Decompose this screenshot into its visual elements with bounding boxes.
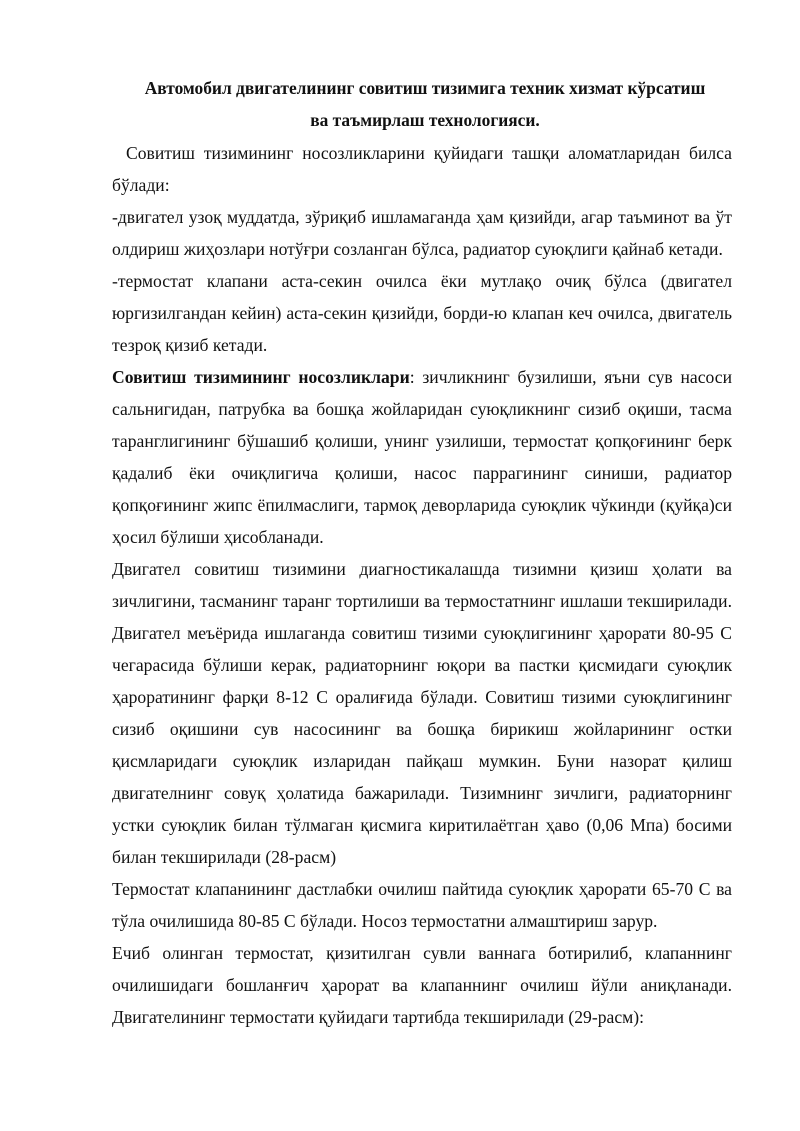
- title-line-2: ва таъмирлаш технологияси.: [310, 110, 540, 130]
- paragraph-1: Совитиш тизимининг носозликларини қуйидаги ташқи аломатларидан билса бўлади:: [112, 143, 732, 195]
- paragraph-6: Термостат клапанининг дастлабки очилиш пайтида суюқлик ҳарорати 65-70 С ва тўла очилишида 80-85 С бўлади. Носоз термостатни алмаштириш зарур.: [112, 879, 732, 931]
- document-body: [112, 137, 732, 1033]
- title-line-1: Автомобил двигателининг совитиш тизимига техник хизмат кўрсатиш: [144, 78, 706, 98]
- paragraph-4-text: : зичликнинг бузилиши, яъни сув насоси сальнигидан, патрубка ва бошқа жойларидан суюқликнинг сизиб оқиши, тасма таранглигининг бўшашиб қолиши, унинг узилиши, термостат қопқоғининг берк қадалиб ёки очиқлигича қолиши, насос паррагининг синиши, радиатор қопқоғининг жипс ёпилмаслиги, тармоқ деворларида суюқлик чўкинди (қуйқа)си ҳосил бўлиши ҳисобланади.: [112, 367, 732, 547]
- paragraph-4-bold-lead: Совитиш тизимининг носозликлари: [112, 367, 410, 387]
- paragraph-3: -термостат клапани аста-секин очилса ёки мутлақо очиқ бўлса (двигател юргизилгандан кейин) аста-секин қизийди, борди-ю клапан кеч очилса, двигатель тезроқ қизиб кетади.: [112, 271, 732, 355]
- paragraph-7: Ечиб олинган термостат, қизитилган сувли ваннага ботирилиб, клапаннинг очилишидаги бошланғич ҳарорат ва клапаннинг очилиш йўли аниқланади. Двигателининг термостати қуйидаги тартибда текширилади (29-расм):: [112, 943, 732, 1027]
- paragraph-2: -двигател узоқ муддатда, зўриқиб ишламаганда ҳам қизийди, агар таъминот ва ўт олдириш жиҳозлари нотўғри созланган бўлса, радиатор суюқлиги қайнаб кетади.: [112, 207, 732, 259]
- document-title: [112, 72, 738, 136]
- paragraph-5: Двигател совитиш тизимини диагностикалашда тизимни қизиш ҳолати ва зичлигини, тасманинг таранг тортилиши ва термостатнинг ишлаши текширилади. Двигател меъёрида ишлаганда совитиш тизими суюқлигининг ҳарорати 80-95 С чегарасида бўлиши керак, радиаторнинг юқори ва пастки қисмидаги суюқлик ҳароратининг фарқи 8-12 С оралиғида бўлади. Совитиш тизими суюқлигининг сизиб оқишини сув насосининг ва бошқа бирикиш жойларининг остки қисмларидаги суюқлик изларидан пайқаш мумкин. Буни назорат қилиш двигателнинг совуқ ҳолатида бажарилади. Тизимнинг зичлиги, радиаторнинг устки суюқлик билан тўлмаган қисмига киритилаётган ҳаво (0,06 Мпа) босими билан текширилади (28-расм): [112, 559, 732, 867]
- paragraph-4: [112, 361, 732, 553]
